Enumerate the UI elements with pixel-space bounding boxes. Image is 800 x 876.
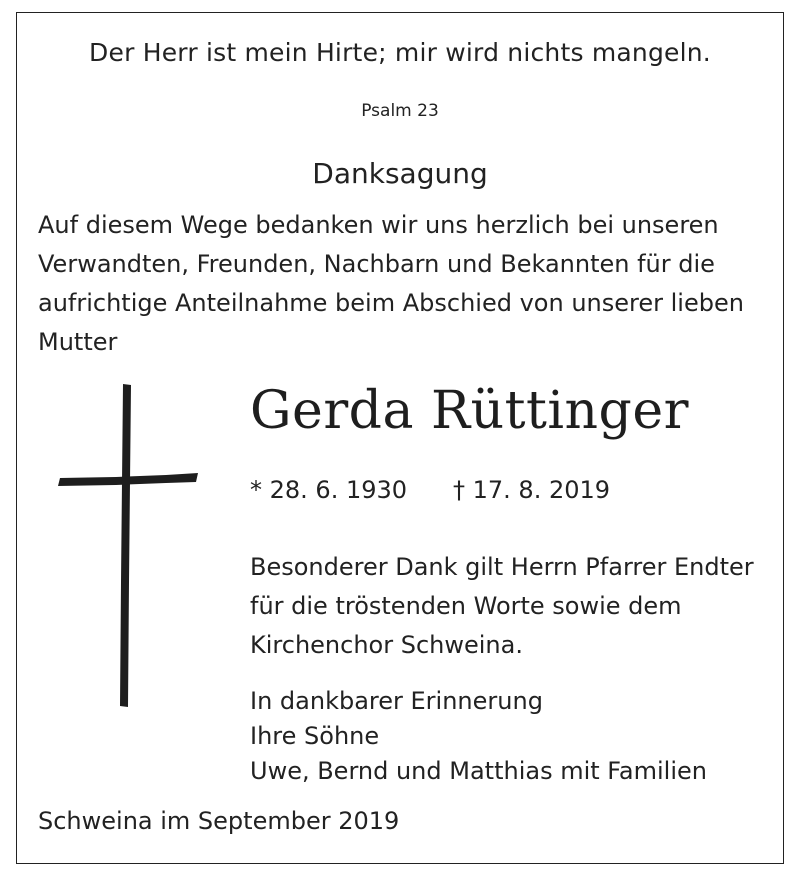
intro-line: Verwandten, Freunden, Nachbarn und Bekannten für die [38, 250, 715, 278]
special-thanks [250, 548, 754, 665]
closing-line: In dankbarer Erinnerung [250, 687, 543, 715]
notice-heading: Danksagung [312, 157, 488, 190]
intro-line: Auf diesem Wege bedanken wir uns herzlich bei unseren [38, 211, 719, 239]
closing-line: Uwe, Bernd und Matthias mit Familien [250, 757, 707, 785]
closing-signature [250, 684, 707, 789]
intro-line: aufrichtige Anteilnahme beim Abschied von unserer lieben [38, 289, 744, 317]
place-date: Schweina im September 2019 [38, 807, 400, 835]
thanks-line: Kirchenchor Schweina. [250, 631, 523, 659]
cross-icon [56, 382, 202, 710]
intro-text [38, 206, 778, 362]
deceased-name: Gerda Rüttinger [250, 381, 689, 441]
verse-reference: Psalm 23 [361, 101, 439, 121]
intro-line: Mutter [38, 328, 118, 356]
thanks-line: für die tröstenden Worte sowie dem [250, 592, 682, 620]
closing-line: Ihre Söhne [250, 722, 380, 750]
death-date: † 17. 8. 2019 [453, 476, 611, 504]
bible-verse: Der Herr ist mein Hirte; mir wird nichts mangeln. [89, 38, 711, 67]
birth-date: * 28. 6. 1930 [250, 476, 408, 504]
thanks-line: Besonderer Dank gilt Herrn Pfarrer Endter [250, 553, 754, 581]
